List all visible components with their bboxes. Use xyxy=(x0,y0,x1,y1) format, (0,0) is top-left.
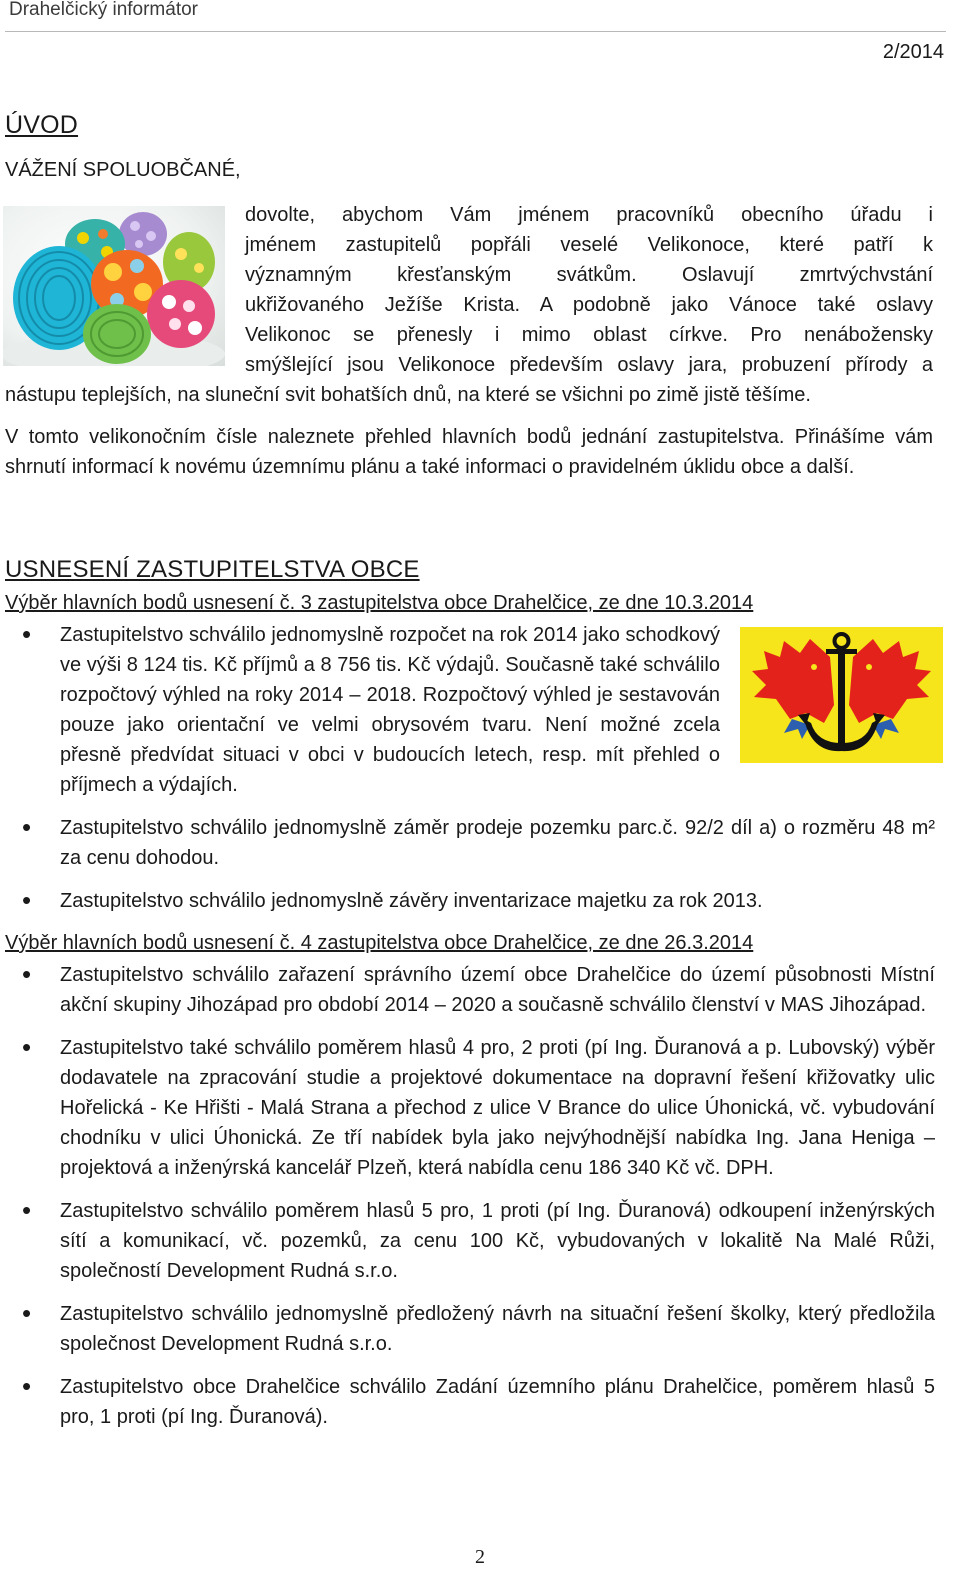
page-number: 2 xyxy=(475,1546,485,1568)
resolutions-heading: USNESENÍ ZASTUPITELSTVA OBCE xyxy=(5,556,420,583)
intro-line: Velikonoc se přenesly i mimo oblast církve. Pro nenábožensky xyxy=(245,324,933,346)
session3-first-list xyxy=(0,620,720,813)
coat-of-arms-icon xyxy=(740,627,943,763)
intro-line: dovolte, abychom Vám jménem pracovníků obecního úřadu i xyxy=(245,204,933,226)
session3-title: Výběr hlavních bodů usnesení č. 3 zastupitelstva obce Drahelčice, ze dne 10.3.2014 xyxy=(5,592,754,614)
list-item: • Zastupitelstvo také schválilo poměrem hlasů 4 pro, 2 proti (pí Ing. Ďuranová a p. Lubovský) výběr dodavatele na zpracování studie a projektové dokumentace na dopravní řešení křižovatky ulic Hořelická - Ke Hřišti - Malá Strana a přechod z ulice V Brance do ulice Úhonická, vč. vybudování chodníku v ulici Úhonická. Ze tří nabídek byla jako nejvýhodnější nabídka Ing. Jana Heniga – projektová a inženýrská kancelář Plzeň, která nabídla cenu 186 340 Kč vč. DPH. xyxy=(0,1033,935,1183)
intro-heading: ÚVOD xyxy=(5,111,79,139)
intro-paragraph-wrapped xyxy=(245,200,933,380)
intro-line: ukřižovaného Ježíše Krista. A podobně jako Vánoce také oslavy xyxy=(245,294,933,316)
intro-line: smýšlející jsou Velikonoce především oslavy jara, probuzení přírody a xyxy=(245,354,933,376)
list-item: • Zastupitelstvo schválilo poměrem hlasů 5 pro, 1 proti (pí Ing. Ďuranová) odkoupení inženýrských sítí a komunikací, vč. pozemků, za cenu 100 Kč, vybudovaných v lokalitě Na Malé Růži, společností Development Rudná s.r.o. xyxy=(0,1196,935,1286)
header-divider xyxy=(5,31,946,32)
list-item: • Zastupitelstvo schválilo jednomyslně rozpočet na rok 2014 jako schodkový ve výši 8 124 tis. Kč příjmů a 8 756 tis. Kč výdajů. Současně také schválilo rozpočtový výhled na roky 2014 – 2018. Rozpočtový výhled je sestavován pouze jako orientační ve velmi obrysovém tvaru. Není možné zcela přesně předvídat situaci v obci v budoucích letech, resp. mít přehled o příjmech a výdajích. xyxy=(0,620,720,800)
intro-line: významným křesťanským svátkům. Oslavují zmrtvýchvstání xyxy=(245,264,933,286)
list-item: • Zastupitelstvo schválilo jednomyslně závěry inventarizace majetku za rok 2013. xyxy=(0,886,935,916)
intro-paragraph-2: V tomto velikonočním čísle naleznete přehled hlavních bodů jednání zastupitelstva. Přinášíme vám shrnutí informací k novému územnímu plánu a také informaci o pravidelném úklidu obce a další. xyxy=(5,426,933,478)
session4-title: Výběr hlavních bodů usnesení č. 4 zastupitelstva obce Drahelčice, ze dne 26.3.2014 xyxy=(5,932,754,954)
list-item: • Zastupitelstvo schválilo jednomyslně záměr prodeje pozemku parc.č. 92/2 díl a) o rozměru 48 m² za cenu dohodou. xyxy=(0,813,935,873)
intro-line: jménem zastupitelů popřáli veselé Velikonoce, které patří k xyxy=(245,234,933,256)
list-item: • Zastupitelstvo schválilo zařazení správního území obce Drahelčice do území působnosti Místní akční skupiny Jihozápad pro období 2014 – 2020 a současně schválilo členství v MAS Jihozápad. xyxy=(0,960,935,1020)
salutation: VÁŽENÍ SPOLUOBČANÉ, xyxy=(5,159,241,181)
easter-eggs-photo xyxy=(3,206,225,366)
list-item: • Zastupitelstvo obce Drahelčice schválilo Zadání územního plánu Drahelčice, poměrem hlasů 5 pro, 1 proti (pí Ing. Ďuranová). xyxy=(0,1372,935,1432)
issue-number: 2/2014 xyxy=(882,41,944,63)
list-item: • Zastupitelstvo schválilo jednomyslně předložený návrh na situační řešení školky, který předložila společnost Development Rudná s.r.o. xyxy=(0,1299,935,1359)
session3-list xyxy=(0,813,935,929)
session4-list xyxy=(0,960,935,1445)
intro-paragraph-end: nástupu teplejších, na sluneční svit bohatších dnů, na které se všichni po zimě jistě těšíme. xyxy=(5,384,811,406)
newsletter-title: Drahelčický informátor xyxy=(9,0,198,20)
easter-eggs-icon xyxy=(3,206,225,366)
